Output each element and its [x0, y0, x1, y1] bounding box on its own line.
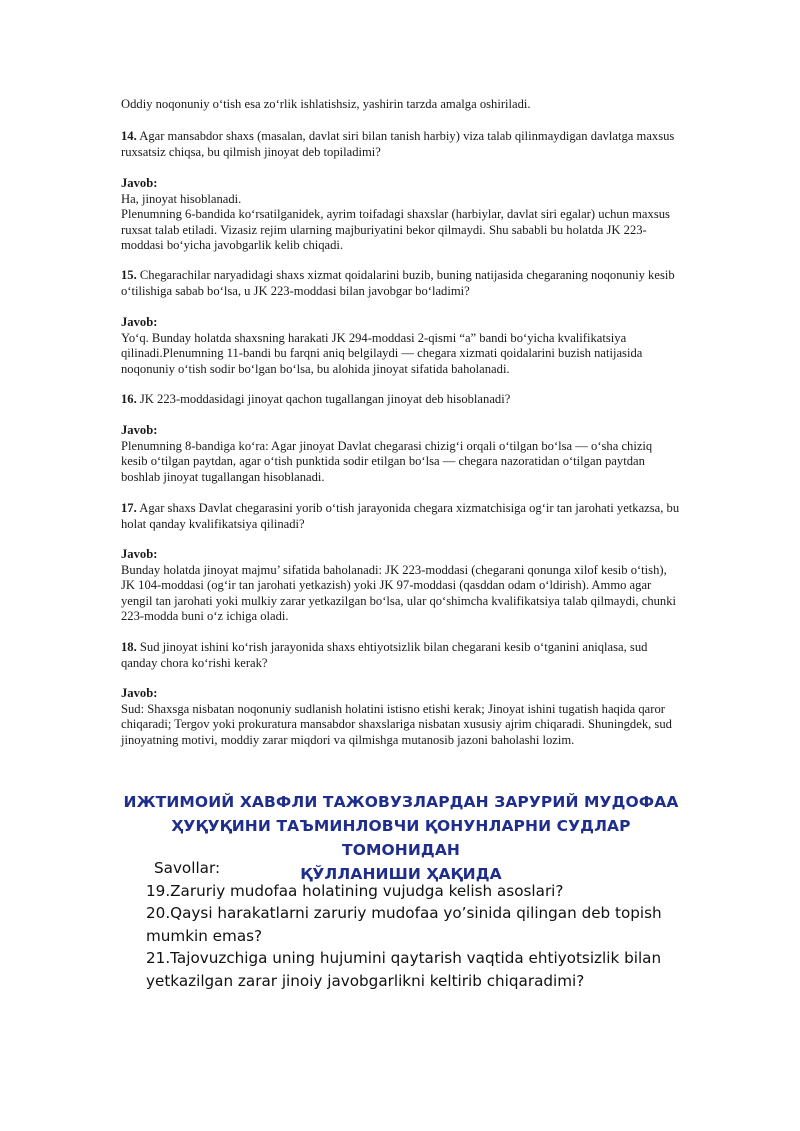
question-text: Agar shaxs Davlat chegarasini yorib oʻtish jarayonida chegara xizmatchisiga ogʻir tan jarohati yetkazsa, bu holat qanday kvalifikatsiya qilinadi?: [121, 501, 680, 531]
answer-text: Yoʻq. Bunday holatda shaxsning harakati JK 294-moddasi 2-qismi “a” bandi boʻyicha kvalifikatsiya qilinadi.Plenumning 11-bandi bu farqni aniq belgilaydi — chegara xizmati qoidalarini buzish natijasida noqonuniy oʻtish sodir boʻlgan boʻlsa, bu alohida jinoyat sifatida baholanadi.: [121, 330, 643, 376]
section-heading-line: ҚЎЛЛАНИШИ ҲАҚИДА: [300, 865, 502, 883]
question-item: 20.Qaysi harakatlarni zaruriy mudofaa yo’sinida qilingan deb topish mumkin emas?: [146, 904, 662, 945]
answer-18: [121, 686, 681, 748]
question-number: 16.: [121, 392, 137, 406]
section-heading-line: ҲУҚУҚИНИ ТАЪМИНЛОВЧИ ҚОНУНЛАРНИ СУДЛАР ТОМОНИДАН: [171, 817, 631, 859]
answer-text: Bunday holatda jinoyat majmu’ sifatida baholanadi: JK 223-moddasi (chegarani qonunga xilof kesib oʻtish), JK 104-moddasi (ogʻir tan jarohati yetkazish) yoki JK 97-moddasi (qasddan odam oʻldirish). Ammo agar yengil tan jarohati yoki mulkiy zarar yetkazilgan boʻlsa, ular qoʻshimcha kvalifikatsiya talab qilmaydi, chunki 223-modda buni oʻz ichiga oladi.: [121, 562, 677, 624]
answer-label: Javob:: [121, 686, 158, 700]
answer-text: Ha, jinoyat hisoblanadi.: [121, 191, 242, 206]
answer-17: [121, 547, 681, 625]
question-15: [121, 268, 681, 299]
question-text: JK 223-moddasidagi jinoyat qachon tugallangan jinoyat deb hisoblanadi?: [139, 392, 511, 406]
answer-label: Javob:: [121, 176, 158, 190]
answer-label: Javob:: [121, 547, 158, 561]
question-number: 17.: [121, 501, 137, 515]
question-number: 18.: [121, 640, 137, 654]
answer-text: Plenumning 8-bandiga koʻra: Agar jinoyat Davlat chegarasi chizigʻi orqali oʻtilgan boʻlsa — oʻsha chiziq kesib oʻtilgan paytdan, agar oʻtish punktida sodir etilgan boʻlsa — chegara nazoratidan oʻtilgan paytdan boshlab jinoyat tugallangan hisoblanadi.: [121, 438, 653, 484]
answer-label: Javob:: [121, 315, 158, 329]
question-16: [121, 392, 681, 408]
questions-label: Savollar:: [154, 859, 221, 877]
question-17: [121, 501, 681, 532]
question-item: 19.Zaruriy mudofaa holatining vujudga kelish asoslari?: [146, 881, 564, 900]
answer-15: [121, 315, 681, 377]
answer-text: Plenumning 6-bandida koʻrsatilganidek, ayrim toifadagi shaxslar (harbiylar, davlat siri egalar) uchun maxsus ruxsat talab etiladi. Vizasiz rejim ularning majburiyatini bekor qilmaydi. Shu sababli bu holatda JK 223-moddasi boʻyicha javobgarlik kelib chiqadi.: [121, 207, 670, 253]
answer-label: Javob:: [121, 423, 158, 437]
question-item: 21.Tajovuzchiga uning hujumini qaytarish vaqtida ehtiyotsizlik bilan yetkazilgan zarar jinoiy javobgarlikni keltirib chiqaradimi?: [146, 949, 662, 990]
answer-16: [121, 423, 681, 485]
question-text: Agar mansabdor shaxs (masalan, davlat siri bilan tanish harbiy) viza talab qilinmaydigan davlatga maxsus ruxsatsiz chiqsa, bu qilmish jinoyat deb topiladimi?: [121, 129, 675, 159]
questions-list: [146, 857, 686, 993]
answer-text: Sud: Shaxsga nisbatan noqonuniy sudlanish holatini istisno etishi kerak; Jinoyat ishini tugatish haqida qaror chiqaradi; Tergov yoki prokuratura mansabdor shaxslariga nisbatan xususiy ajrim chiqaradi. Shuningdek, sud jinoyatning motivi, moddiy zarar miqdori va qilmishga mutanosib jazoni baholashi lozim.: [121, 701, 672, 747]
question-text: Chegarachilar naryadidagi shaxs xizmat qoidalarini buzib, buning natijasida chegaraning noqonuniy kesib oʻtilishiga sabab boʻlsa, u JK 223-moddasi bilan javobgar boʻladimi?: [121, 268, 675, 298]
section-heading-line: ИЖТИМОИЙ ХАВФЛИ ТАЖОВУЗЛАРДАН ЗАРУРИЙ МУДОФАА: [123, 793, 679, 811]
question-14: [121, 129, 681, 160]
intro-text: Oddiy noqonuniy oʻtish esa zoʻrlik ishlatishsiz, yashirin tarzda amalga oshiriladi.: [121, 97, 531, 111]
question-text: Sud jinoyat ishini koʻrish jarayonida shaxs ehtiyotsizlik bilan chegarani kesib oʻtganini aniqlasa, sud qanday chora koʻrishi kerak?: [121, 640, 648, 670]
answer-14: [121, 176, 681, 254]
question-number: 14.: [121, 129, 137, 143]
intro-paragraph: [121, 97, 681, 113]
question-number: 15.: [121, 268, 137, 282]
question-18: [121, 640, 681, 671]
